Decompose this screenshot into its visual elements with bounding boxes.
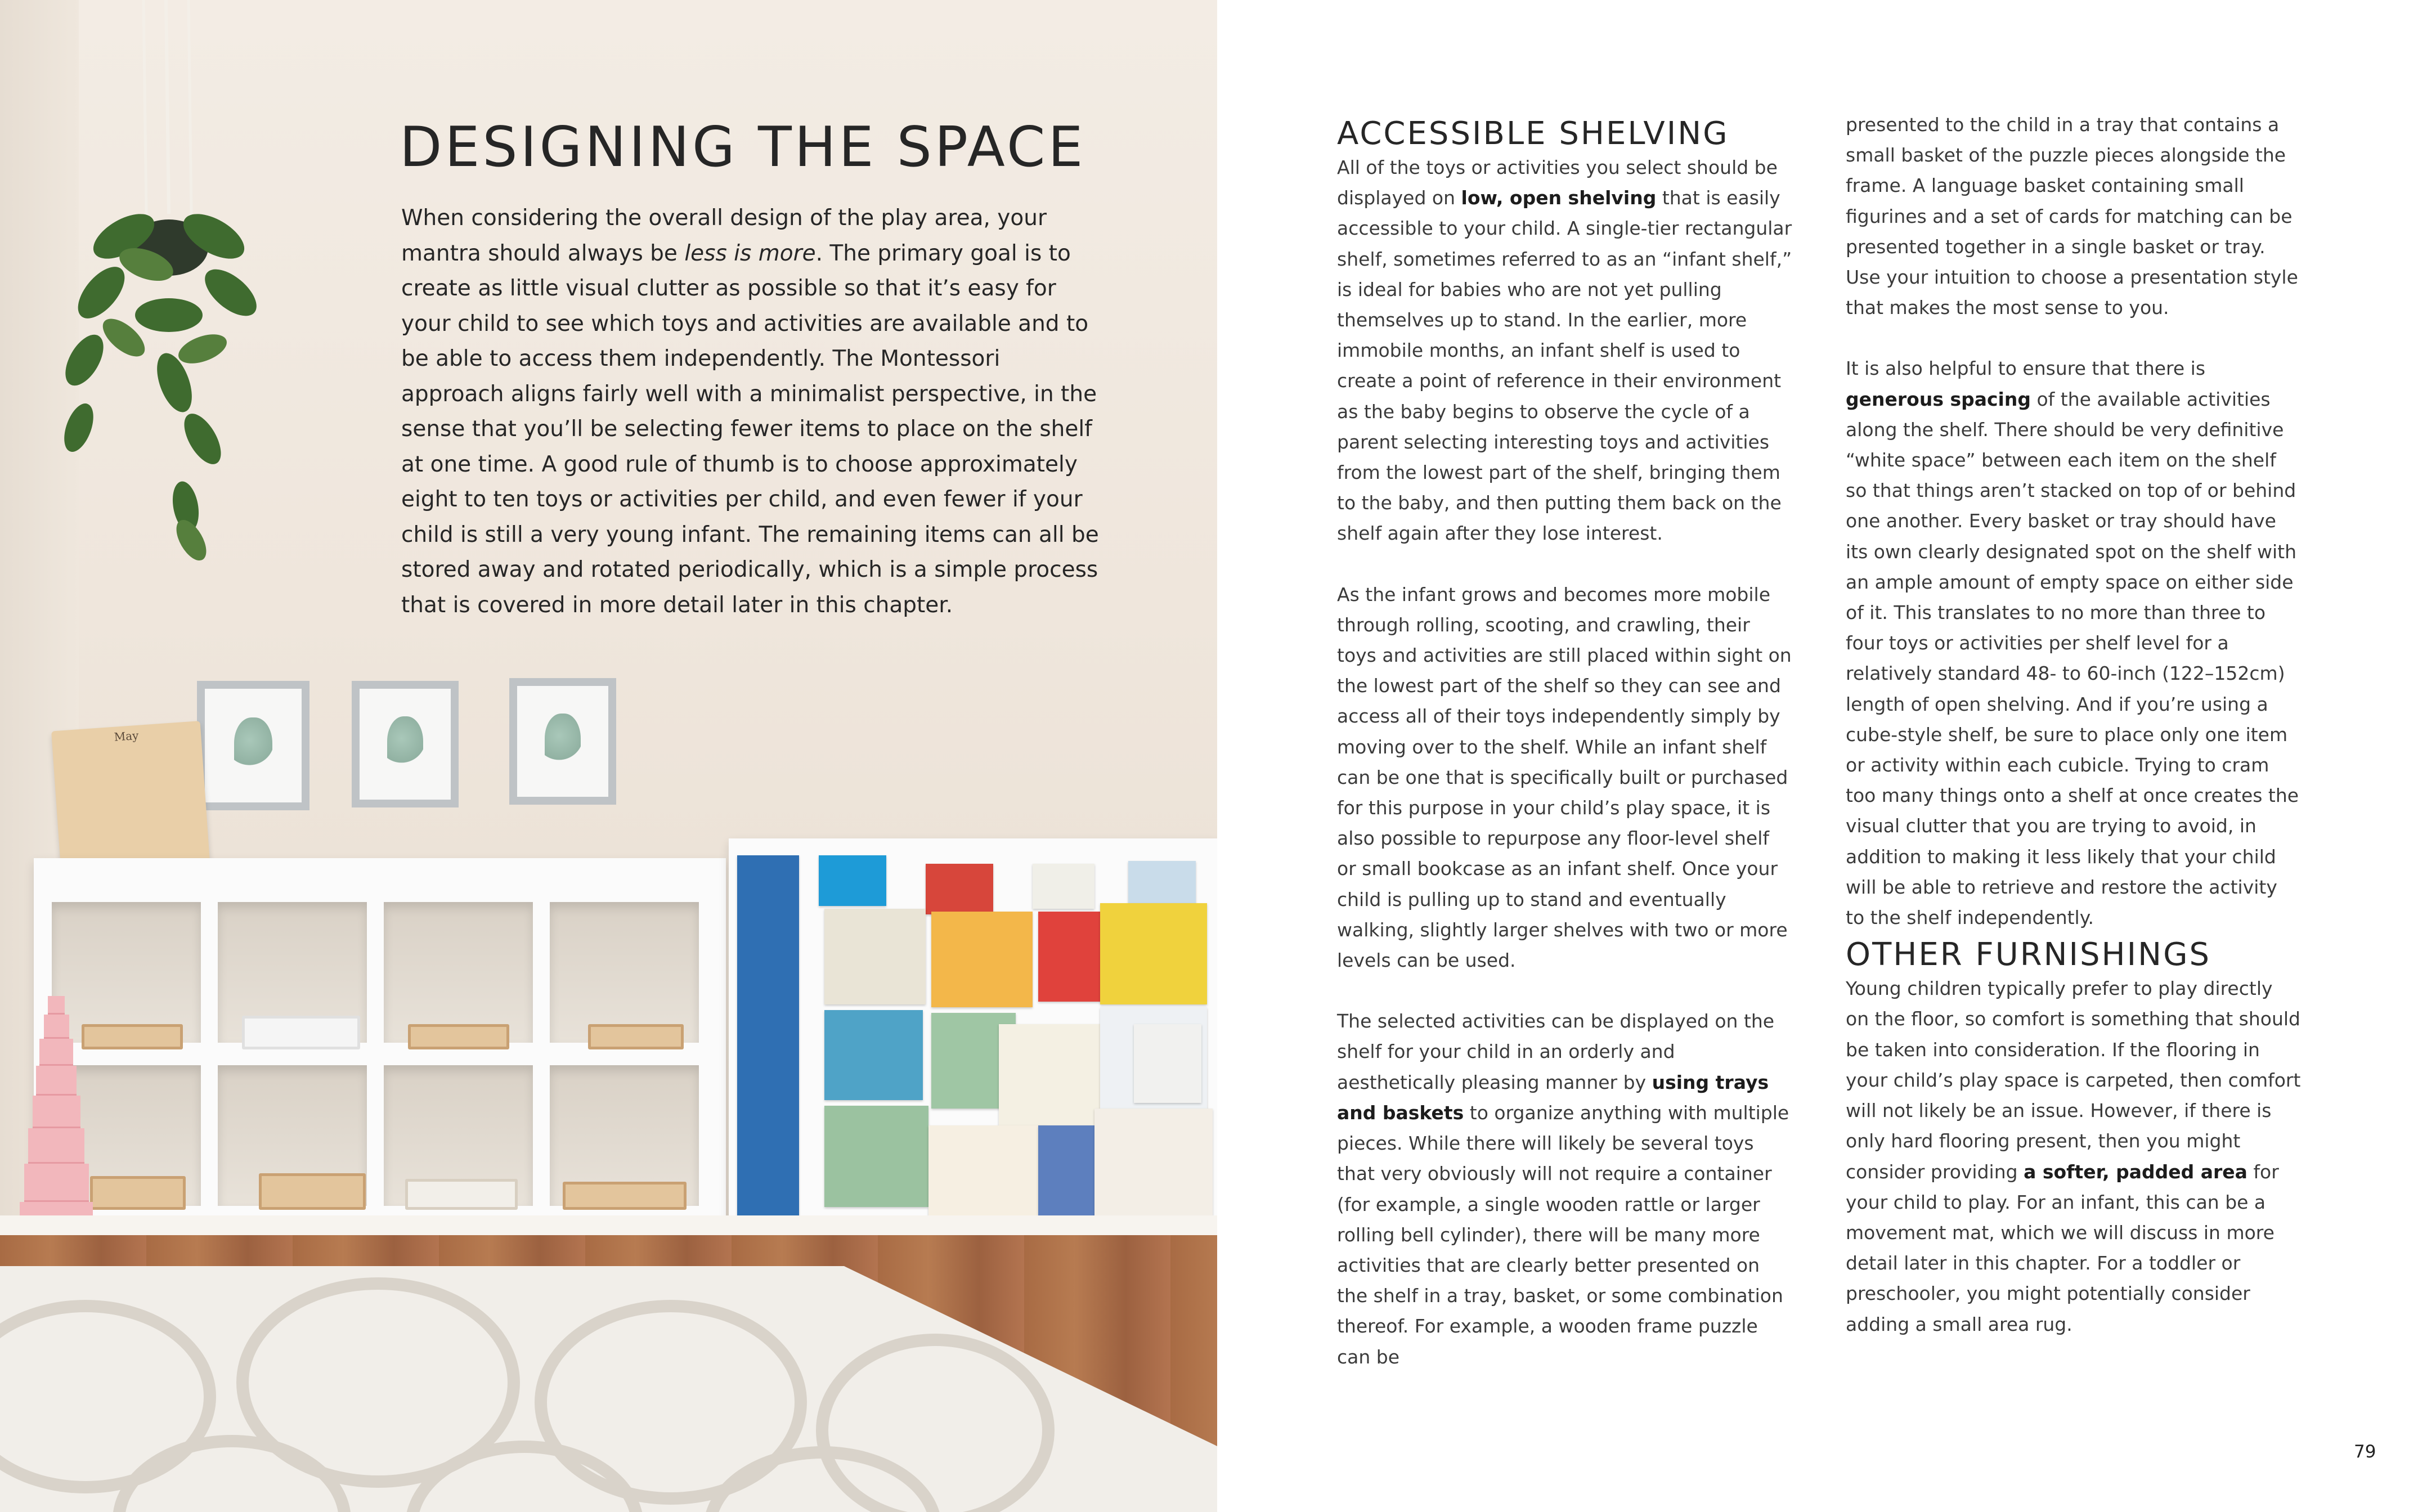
heading-accessible-shelving: ACCESSIBLE SHELVING [1337, 115, 1729, 152]
page-number: 79 [2354, 1442, 2376, 1462]
bold-term: generous spacing [1846, 388, 2031, 410]
book-display-shelf [729, 838, 1217, 1244]
text-column-left [1337, 115, 1793, 1372]
framed-print [352, 681, 459, 807]
framed-print [509, 678, 616, 805]
bold-term: a softer, padded area [2024, 1160, 2247, 1183]
paragraph: Young children typically prefer to play directly on the floor, so comfort is something that should be taken into consideration. If the flooring in your child’s play space is carpeted, then comfort will not likely be an issue. However, if there is only hard flooring present, then you might consider providing a softer, padded area for your child to play. For an infant, this can be a movement mat, which we will discuss in more detail later in this chapter. For a toddler or preschooler, you might potentially consider adding a small area rug. [1846, 977, 2301, 1335]
paragraph: It is also helpful to ensure that there is generous spacing of the available activities along the shelf. There should be very definitive “white space” between each item on the shelf so that things aren’t stacked on top of or behind one another. Every basket or tray should have its own clearly designated spot on the shelf with an ample amount of empty space on either side of it. This translates to no more than three to four toys or activities per shelf level for a relatively standard 48- to 60-inch (122–152cm) length of open shelving. And if you’re using a cube-style shelf, be sure to place only one item or activity within each cubicle. Trying to cram too many things onto a shelf at once creates the visual clutter that you are trying to avoid, in addition to making it less likely that your child will be able to retrieve and restore the activity to the shelf independently. [1846, 357, 2299, 929]
bold-term: using trays and baskets [1337, 1071, 1769, 1124]
baseboard [0, 1215, 1217, 1238]
paragraph: presented to the child in a tray that contains a small basket of the puzzle pieces alongside the frame. A language basket containing small figurines and a set of cards for matching can be presented together in a single basket or tray. Use your intuition to choose a presentation style that makes the most sense to you. [1846, 114, 2298, 319]
paragraph: The selected activities can be displayed on the shelf for your child in an orderly and aesthetically pleasing manner by using trays and baskets to organize anything with multiple pieces. While there will likely be several toys that very obviously will not require a container (for example, a single wooden rattle or larger rolling bell cylinder), there will be many more activities that are clearly better presented on the shelf in a tray, basket, or some combination thereof. For example, a wooden frame puzzle can be [1337, 1010, 1789, 1368]
paragraph: All of the toys or activities you select should be displayed on low, open shelving that is easily accessible to your child. A single-tier rectangular shelf, sometimes referred to as an “infant shelf,” is ideal for babies who are not yet pulling themselves up to stand. In the earlier, more immobile months, an infant shelf is used to create a point of reference in their environment as the baby begins to observe the cycle of a parent selecting interesting toys and activities from the lowest part of the shelf, bringing them to the baby, and then putting them back on the shelf again after they lose interest. [1337, 156, 1792, 545]
intro-paragraph: When considering the overall design of the play area, your mantra should always be less is more. The primary goal is to create as little visual clutter as possible so that it’s easy for your child to see which toys and activities are available and to be able to access them independently. The Montessori approach aligns fairly well with a minimalist perspective, in the sense that you’ll be selecting fewer items to place on the shelf at one time. A good rule of thumb is to choose approximately eight to ten toys or activities per child, and even fewer if your child is still a very young infant. The remaining items can all be stored away and rotated periodically, which is a simple process that is covered in more detail later in this chapter. [401, 205, 1099, 618]
text-column-right [1846, 110, 2302, 1340]
bold-term: low, open shelving [1461, 187, 1657, 209]
heading-other-furnishings: OTHER FURNISHINGS [1846, 936, 2211, 973]
hanging-plant [34, 0, 293, 574]
calendar-month: May [113, 728, 140, 744]
cube-shelf [34, 858, 726, 1252]
framed-print [197, 681, 309, 810]
paragraph: As the infant grows and becomes more mobile through rolling, scooting, and crawling, their toys and activities are still placed within sight on the lowest part of the shelf so they can see and access all of their toys independently simply by moving over to the shelf. While an infant shelf can be one that is specifically built or purchased for this purpose in your child’s play space, it is also possible to repurpose any floor-level shelf or small bookcase as an infant shelf. Once your child is pulling up to stand and eventually walking, slightly larger shelves with two or more levels can be used. [1337, 583, 1792, 972]
intro-emphasis: less is more [684, 240, 816, 266]
chapter-heading: DESIGNING THE SPACE [400, 115, 1086, 180]
wooden-calendar [51, 721, 210, 880]
